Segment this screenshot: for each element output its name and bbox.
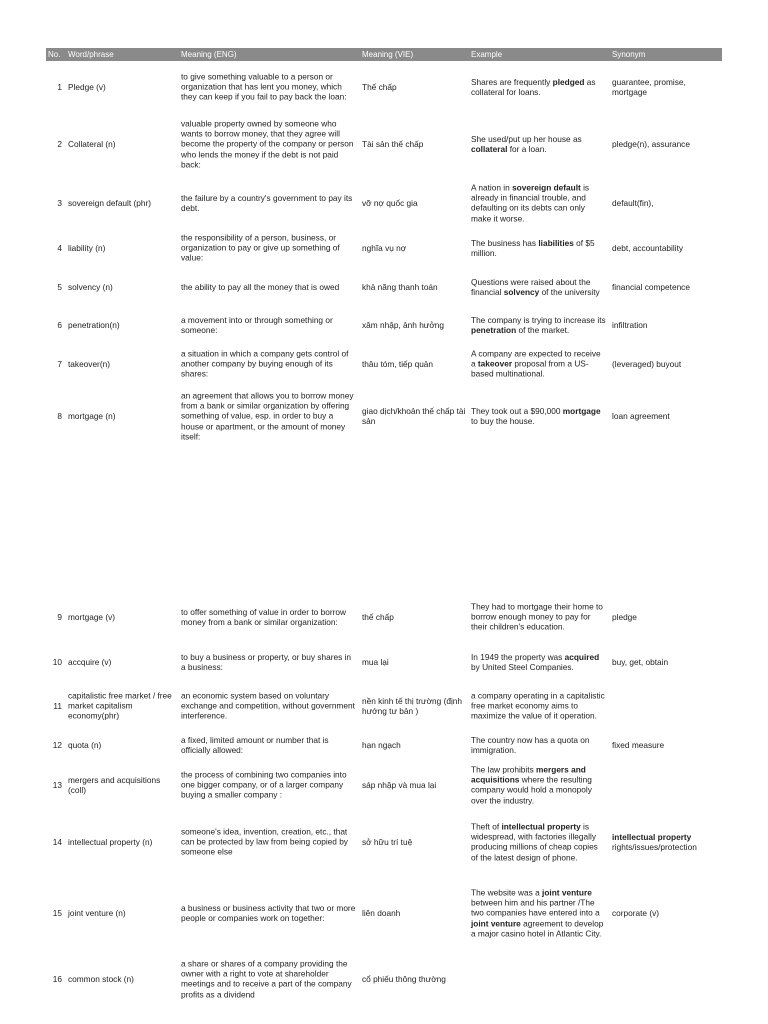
text-segment: between him and his partner /The two companies have entered into a (471, 897, 600, 918)
text-segment: guarantee, promise, mortgage (612, 76, 686, 97)
synonym (612, 77, 720, 97)
table-row (0, 57, 768, 117)
header-no: No. (48, 50, 61, 59)
text-segment: by United Steel Companies. (471, 662, 574, 672)
text-segment: (leveraged) buyout (612, 358, 682, 369)
row-number: 4 (57, 242, 62, 253)
row-number: 8 (57, 410, 62, 421)
meaning-vie: thâu tóm, tiếp quản (362, 358, 434, 369)
meaning-eng: a business or business activity that two or more people or companies work on together: (181, 902, 356, 923)
text-segment: The website was a (471, 887, 543, 898)
text-segment: proposal from a US-based multinational. (471, 358, 589, 380)
table-row (0, 114, 768, 174)
text-segment: for a loan. (507, 144, 547, 154)
meaning-eng: a movement into or through something or someone: (181, 314, 333, 335)
example-sentence (471, 238, 607, 258)
text-segment: financial competence (612, 281, 690, 292)
text-segment: Shares are frequently (471, 76, 553, 87)
table-row (0, 949, 768, 1009)
word-phrase: liability (n) (68, 242, 106, 253)
text-segment: The company is trying to increase its (471, 314, 606, 325)
meaning-vie: hạn ngạch (362, 739, 401, 750)
synonym (612, 908, 720, 918)
example-sentence (471, 652, 607, 672)
meaning-vie: liên doanh (362, 907, 401, 918)
text-segment: A nation in (471, 182, 513, 193)
highlighted-term: joint venture (542, 887, 592, 898)
row-number: 5 (57, 281, 62, 292)
text-segment: The country now has a quota on immigration. (471, 734, 590, 755)
row-number: 6 (57, 319, 62, 330)
highlighted-term: solvency (503, 287, 540, 297)
table-row (0, 883, 768, 943)
row-number: 7 (57, 358, 62, 369)
meaning-eng: to offer something of value in order to borrow money from a bank or similar organization: (181, 606, 346, 627)
word-phrase: joint venture (n) (68, 907, 126, 918)
meaning-eng: a share or shares of a company providing the owner with a right to vote at shareholder meetings and to receive a part of the company profits as a dividend (181, 958, 352, 1000)
word-phrase: mergers and acquisitions (coll) (68, 774, 161, 795)
text-segment: A company are expected to receive a (471, 348, 601, 369)
highlighted-term: pledged (552, 76, 585, 87)
synonym (612, 320, 720, 330)
meaning-vie: vỡ nợ quốc gia (362, 197, 418, 208)
row-number: 11 (53, 700, 62, 711)
row-number: 2 (57, 138, 62, 149)
row-number: 13 (52, 779, 62, 790)
text-segment: She used/put up her house as (471, 133, 582, 144)
text-segment: The law prohibits (471, 764, 537, 775)
example-sentence (471, 822, 607, 863)
meaning-vie: khả năng thanh toán (362, 281, 438, 292)
text-segment: of the market. (516, 325, 570, 335)
example-sentence (471, 77, 607, 97)
synonym (612, 282, 720, 292)
highlighted-term: mortgage (562, 405, 601, 416)
text-segment: is already in financial trouble, and defaulting on its debts can only make it worse. (471, 182, 590, 224)
meaning-vie: mua lại (362, 656, 389, 667)
example-sentence (471, 887, 607, 938)
table-row (0, 334, 768, 394)
text-segment: In 1949 the property was (471, 651, 565, 662)
example-sentence (471, 349, 607, 380)
text-segment: debt, accountability (612, 242, 684, 253)
text-segment: Theft of (471, 821, 502, 832)
synonym (612, 243, 720, 253)
word-phrase: mortgage (n) (68, 410, 116, 421)
text-segment: fixed measure (612, 739, 665, 750)
highlighted-term: acquired (564, 651, 600, 662)
synonym (612, 612, 720, 622)
meaning-eng: an agreement that allows you to borrow money from a bank or similar organization by offering something of value, esp. in order to buy a house or apartment, or the amount of money itself: (181, 390, 354, 442)
example-sentence (471, 765, 607, 806)
highlighted-term: intellectual property (501, 821, 581, 832)
meaning-eng: someone's idea, invention, creation, etc., that can be protected by law from being copied by someone else (181, 826, 348, 858)
text-segment: is widespread, with factories illegally producing millions of cheap copies of the latest design of phone. (471, 821, 598, 863)
text-segment: corporate (v) (612, 907, 660, 918)
row-number: 10 (52, 656, 62, 667)
text-segment: as collateral for loans. (471, 76, 596, 97)
synonym (612, 411, 720, 421)
highlighted-term: takeover (477, 358, 513, 369)
synonym (612, 139, 720, 149)
synonym (612, 740, 720, 750)
meaning-vie: xâm nhập, ảnh hưởng (362, 319, 445, 330)
text-segment: pledge(n), assurance (612, 138, 690, 149)
highlighted-term: collateral (471, 144, 508, 154)
text-segment: of the university (539, 287, 600, 297)
header-meaning-eng: Meaning (ENG) (181, 50, 237, 59)
text-segment: to buy the house. (471, 416, 535, 426)
meaning-vie: Thế chấp (362, 81, 397, 92)
word-phrase: penetration(n) (68, 319, 120, 330)
word-phrase: accquire (v) (68, 656, 112, 667)
text-segment: rights/issues/protection (612, 842, 697, 852)
highlighted-term: liabilities (538, 237, 574, 248)
highlighted-term: mergers and acquisitions (471, 764, 586, 785)
text-segment: a company operating in a capitalistic free market economy aims to maximize the value of it operation. (471, 690, 605, 722)
word-phrase: Pledge (v) (68, 81, 106, 92)
header-meaning-vie: Meaning (VIE) (362, 50, 414, 59)
meaning-vie: sáp nhập và mua lại (362, 779, 437, 790)
meaning-eng: a situation in which a company gets control of another company by buying enough of its shares: (181, 348, 349, 380)
text-segment: loan agreement (612, 410, 670, 421)
meaning-vie: nghĩa vụ nợ (362, 242, 407, 253)
meaning-eng: the process of combining two companies into one bigger company, or of a larger company buying a smaller company : (181, 769, 347, 801)
text-segment: They took out a $90,000 (471, 405, 563, 416)
meaning-vie: giao dịch/khoản thế chấp tài sản (362, 405, 466, 426)
header-word: Word/phrase (68, 50, 114, 59)
text-segment: They had to mortgage their home to borrow enough money to pay for their children's education. (471, 601, 603, 633)
table-row (0, 386, 768, 446)
meaning-eng: the failure by a country's government to pay its debt. (181, 192, 353, 213)
row-number: 12 (52, 739, 62, 750)
meaning-vie: sở hữu trí tuệ (362, 836, 413, 847)
meaning-eng: an economic system based on voluntary exchange and competition, without government interference. (181, 690, 355, 722)
header-example: Example (471, 50, 503, 59)
text-segment: where the resulting company would hold a monopoly over the industry. (471, 774, 592, 806)
meaning-eng: to buy a business or property, or buy shares in a business: (181, 651, 352, 672)
highlighted-term: penetration (471, 325, 517, 335)
header-synonym: Synonym (612, 50, 646, 59)
synonym (612, 657, 720, 667)
text-segment: agreement to develop a major casino hotel in Atlantic City. (471, 918, 604, 939)
word-phrase: common stock (n) (68, 973, 134, 984)
meaning-vie: thế chấp (362, 611, 394, 622)
meaning-vie: nền kinh tế thị trường (định hướng tư bản ) (362, 695, 463, 716)
row-number: 16 (52, 973, 62, 984)
table-row (0, 812, 768, 872)
word-phrase: takeover(n) (68, 358, 110, 369)
text-segment: of $5 million. (471, 237, 595, 258)
synonym (612, 359, 720, 369)
text-segment: infiltration (612, 319, 648, 330)
meaning-eng: a fixed, limited amount or number that is officially allowed: (181, 734, 329, 755)
highlighted-term: intellectual property (612, 831, 692, 842)
synonym (612, 198, 720, 208)
word-phrase: intellectual property (n) (68, 836, 153, 847)
text-segment: default(fin), (612, 197, 654, 208)
example-sentence (471, 602, 607, 633)
row-number: 9 (57, 611, 62, 622)
text-segment: The business has (471, 237, 539, 248)
highlighted-term: joint venture (471, 918, 521, 929)
meaning-vie: cổ phiếu thông thường (362, 973, 446, 984)
word-phrase: capitalistic free market / free market capitalism economy(phr) (68, 690, 172, 722)
row-number: 15 (52, 907, 62, 918)
example-sentence (471, 735, 607, 755)
meaning-eng: the ability to pay all the money that is owed (181, 281, 340, 292)
synonym (612, 832, 720, 852)
text-segment: buy, get, obtain (612, 656, 669, 667)
word-phrase: quota (n) (68, 739, 102, 750)
meaning-eng: the responsibility of a person, business, or organization to pay or give up something of value: (181, 232, 340, 264)
word-phrase: sovereign default (phr) (68, 197, 152, 208)
example-sentence (471, 406, 607, 426)
word-phrase: mortgage (v) (68, 611, 116, 622)
meaning-vie: Tài sản thế chấp (362, 138, 424, 149)
row-number: 3 (57, 197, 62, 208)
example-sentence (471, 134, 607, 154)
meaning-eng: valuable property owned by someone who wants to borrow money, that they agree will become the property of the company or person who lends the money if the debt is not paid back: (181, 118, 354, 170)
table-row (0, 755, 768, 815)
text-segment: Questions were raised about the financial (471, 276, 591, 297)
word-phrase: Collateral (n) (68, 138, 116, 149)
text-segment: pledge (612, 611, 637, 622)
row-number: 14 (52, 836, 62, 847)
example-sentence (471, 315, 607, 335)
highlighted-term: sovereign default (512, 182, 581, 193)
meaning-eng: to give something valuable to a person or organization that has lent you money, which they can keep if you fail to pay back the loan: (181, 71, 347, 103)
word-phrase: solvency (n) (68, 281, 113, 292)
row-number: 1 (57, 81, 62, 92)
